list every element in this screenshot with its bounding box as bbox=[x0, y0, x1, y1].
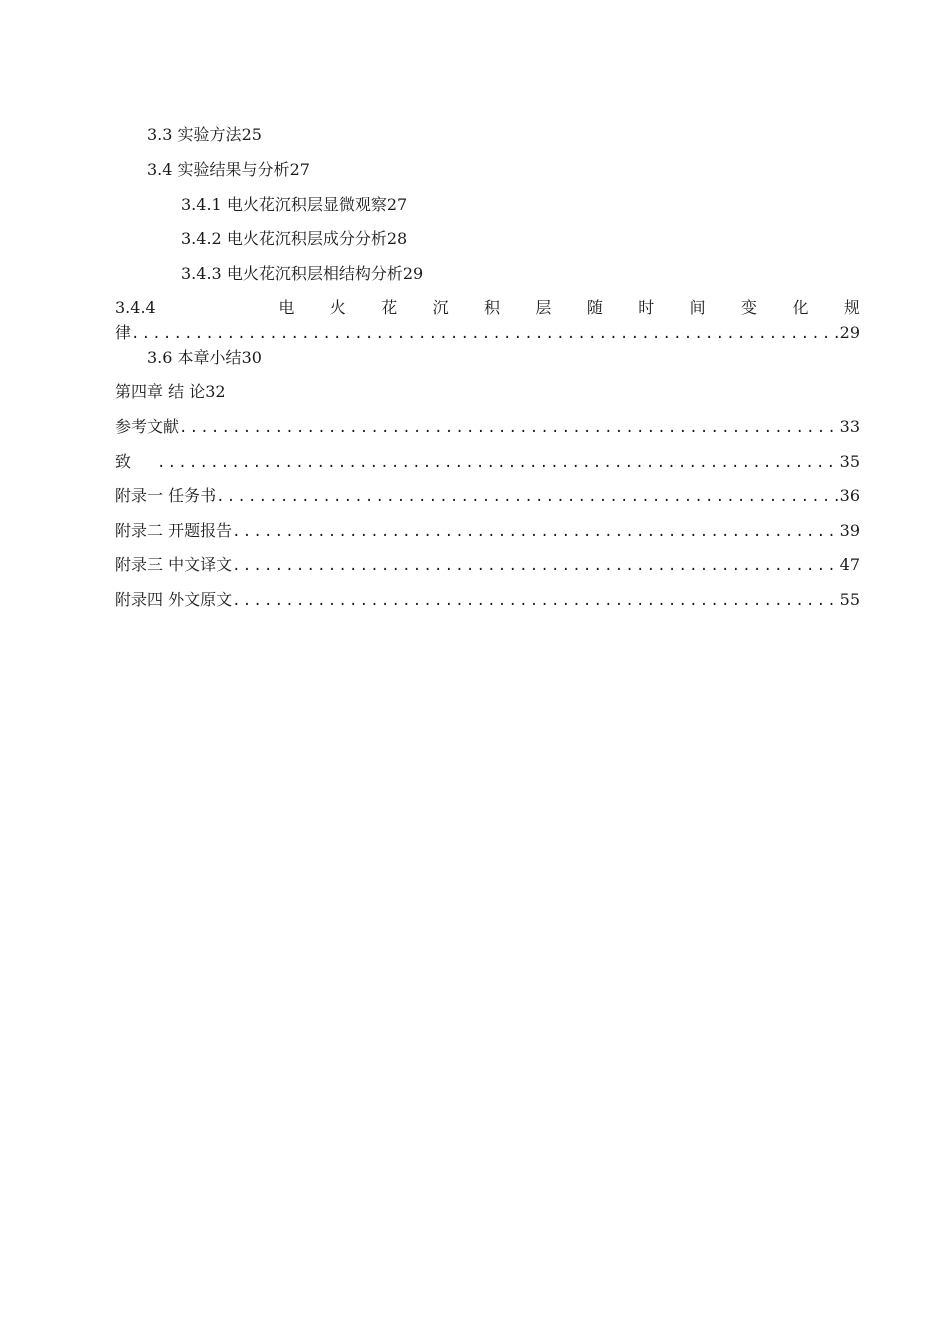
toc-page: 29 bbox=[839, 323, 860, 342]
toc-title: 实验结果与分析 bbox=[177, 160, 290, 179]
toc-title: 本章小结 bbox=[177, 348, 242, 367]
toc-title: 附录四 外文原文 bbox=[115, 590, 233, 609]
toc-title-char: 变 bbox=[741, 298, 758, 317]
toc-entry-3-4-1[interactable] bbox=[181, 194, 407, 216]
dot-leader bbox=[216, 486, 840, 508]
toc-page: 30 bbox=[241, 348, 262, 367]
toc-entry-3-4-4-line1[interactable] bbox=[115, 297, 860, 319]
toc-entry-3-4-3[interactable] bbox=[181, 263, 423, 285]
toc-page: 39 bbox=[839, 521, 860, 540]
toc-number: 3.4.4 bbox=[115, 298, 156, 317]
toc-entry-chapter-4[interactable] bbox=[115, 381, 226, 403]
toc-number: 3.6 bbox=[147, 348, 173, 367]
dot-leader bbox=[179, 417, 840, 439]
toc-entry-references[interactable] bbox=[115, 416, 860, 438]
toc-page: 32 bbox=[205, 382, 226, 401]
toc-title-char: 电 bbox=[278, 298, 295, 317]
toc-entry-appendix-2[interactable] bbox=[115, 520, 860, 542]
dot-leader bbox=[157, 452, 840, 474]
toc-title: 附录三 中文译文 bbox=[115, 555, 233, 574]
toc-title-char: 随 bbox=[586, 298, 603, 317]
toc-title-char: 沉 bbox=[432, 298, 449, 317]
toc-title-char: 规 bbox=[843, 298, 860, 317]
toc-page: 27 bbox=[386, 195, 408, 214]
toc-entry-appendix-3[interactable] bbox=[115, 554, 860, 576]
toc-number: 3.4 bbox=[147, 160, 173, 179]
toc-page: 28 bbox=[386, 229, 408, 248]
toc-title: 实验方法 bbox=[177, 125, 242, 144]
toc-entry-3-3[interactable] bbox=[147, 124, 262, 146]
toc-title-char: 间 bbox=[689, 298, 706, 317]
toc-page: 55 bbox=[839, 590, 860, 609]
toc-title-char: 层 bbox=[535, 298, 552, 317]
toc-title-char: 积 bbox=[484, 298, 501, 317]
toc-page: 35 bbox=[839, 452, 860, 471]
dot-leader bbox=[232, 555, 840, 577]
toc-title: 电火花沉积层成分分析 bbox=[226, 229, 387, 248]
dot-leader bbox=[232, 521, 840, 543]
dot-leader bbox=[131, 323, 840, 345]
toc-page: 47 bbox=[839, 555, 860, 574]
toc-entry-3-6[interactable] bbox=[147, 347, 262, 369]
toc-title-tail: 律 bbox=[115, 323, 132, 342]
toc-title: 电火花沉积层相结构分析 bbox=[226, 264, 403, 283]
toc-page: 25 bbox=[241, 125, 262, 144]
toc-number: 3.4.2 bbox=[181, 229, 222, 248]
toc-title: 参考文献 bbox=[115, 417, 180, 436]
toc-page: 27 bbox=[289, 160, 310, 179]
toc-entry-3-4-2[interactable] bbox=[181, 228, 407, 250]
toc-title: 致 bbox=[115, 452, 132, 471]
toc-title-char: 火 bbox=[329, 298, 346, 317]
toc-number: 3.3 bbox=[147, 125, 173, 144]
toc-title-char: 时 bbox=[638, 298, 655, 317]
toc-title: 第四章 结 论 bbox=[115, 382, 206, 401]
toc-title-char: 化 bbox=[792, 298, 809, 317]
toc-title: 附录二 开题报告 bbox=[115, 521, 233, 540]
toc-title: 附录一 任务书 bbox=[115, 486, 217, 505]
toc-title: 电火花沉积层显微观察 bbox=[226, 195, 387, 214]
toc-page: 29 bbox=[402, 264, 424, 283]
dot-leader bbox=[232, 590, 840, 612]
toc-page: 33 bbox=[839, 417, 860, 436]
toc-entry-appendix-4[interactable] bbox=[115, 589, 860, 611]
toc-title-char: 花 bbox=[381, 298, 398, 317]
toc-number: 3.4.3 bbox=[181, 264, 222, 283]
toc-number: 3.4.1 bbox=[181, 195, 222, 214]
toc-entry-acknowledgements[interactable] bbox=[115, 451, 860, 473]
toc-entry-3-4[interactable] bbox=[147, 159, 310, 181]
toc-entry-3-4-4-line2[interactable] bbox=[115, 322, 860, 344]
toc-page: 36 bbox=[839, 486, 860, 505]
toc-entry-appendix-1[interactable] bbox=[115, 485, 860, 507]
